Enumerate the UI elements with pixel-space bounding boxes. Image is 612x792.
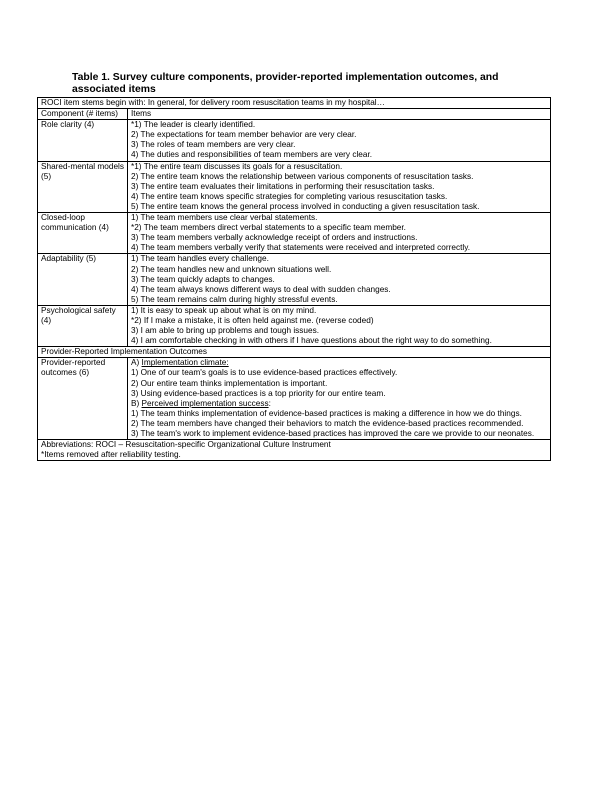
item: 3) The team quickly adapts to changes.	[131, 274, 275, 284]
item: 5) The team remains calm during highly stressful events.	[131, 294, 338, 304]
item: 1) The team thinks implementation of evidence-based practices is making a difference in how we do things.	[131, 408, 522, 418]
abbreviations-note: Abbreviations: ROCI – Resuscitation-specific Organizational Culture Instrument	[41, 440, 331, 450]
item: 1) The team members use clear verbal statements.	[131, 213, 318, 223]
item: 5) The entire team knows the general process involved in conducting a given resuscitation task.	[131, 201, 480, 211]
item: *2) If I make a mistake, it is often held against me. (reverse coded)	[131, 315, 374, 325]
item: 2) The team members have changed their behaviors to match the evidence-based practices recommended.	[131, 418, 524, 428]
item: 2) The team handles new and unknown situations well.	[131, 264, 332, 274]
item: 1) One of our team's goals is to use evidence-based practices effectively.	[131, 368, 398, 378]
subheading-perceived-success: B) Perceived implementation success:	[131, 398, 271, 408]
component-name: Psychological safety (4)	[38, 305, 128, 346]
table-row-provider-outcomes	[38, 358, 551, 440]
item: 4) The team members verbally verify that statements were received and interpreted correctly.	[131, 243, 471, 253]
item: *2) The team members direct verbal statements to a specific team member.	[131, 223, 406, 233]
item: 4) The entire team knows specific strategies for completing various resuscitation tasks.	[131, 191, 448, 201]
item: 2) The expectations for team member behavior are very clear.	[131, 130, 357, 140]
item: 3) The team's work to implement evidence-based practices has improved the care we provide to our neonates.	[131, 429, 535, 438]
item: 2) The entire team knows the relationship between various components of resuscitation tasks.	[131, 171, 474, 181]
item: 3) I am able to bring up problems and tough issues.	[131, 326, 320, 336]
outcomes-section-row	[38, 347, 551, 358]
reliability-note: *Items removed after reliability testing.	[41, 450, 181, 460]
item-list	[128, 213, 551, 254]
footer-row	[38, 440, 551, 461]
table-row-shared-mental-models	[38, 161, 551, 212]
roci-note: ROCI item stems begin with: In general, for delivery room resuscitation teams in my hospital…	[38, 98, 551, 109]
item-list	[128, 305, 551, 346]
component-name: Provider-reported outcomes (6)	[38, 358, 128, 440]
item: 4) The duties and responsibilities of team members are very clear.	[131, 150, 373, 160]
table-row-adaptability	[38, 254, 551, 305]
roci-note-row	[38, 98, 551, 109]
item: 3) Using evidence-based practices is a top priority for our entire team.	[131, 388, 386, 398]
item: 3) The entire team evaluates their limitations in performing their resuscitation tasks.	[131, 181, 435, 191]
item: 3) The roles of team members are very clear.	[131, 140, 296, 150]
header-items: Items	[128, 109, 551, 120]
table-row-role-clarity	[38, 120, 551, 161]
item-list	[128, 120, 551, 161]
subheading-implementation-climate: A) Implementation climate:	[131, 358, 229, 368]
item: 1) It is easy to speak up about what is on my mind.	[131, 305, 317, 315]
item: 4) The team always knows different ways to deal with sudden changes.	[131, 284, 391, 294]
item-list	[128, 358, 551, 440]
component-name: Adaptability (5)	[38, 254, 128, 305]
component-name: Role clarity (4)	[38, 120, 128, 161]
component-name: Closed-loop communication (4)	[38, 213, 128, 254]
item: 4) I am comfortable checking in with others if I have questions about the right way to do something.	[131, 336, 492, 346]
item: 1) The team handles every challenge.	[131, 254, 269, 264]
header-row	[38, 109, 551, 120]
survey-table	[37, 97, 551, 461]
item-list	[128, 161, 551, 212]
header-component: Component (# items)	[38, 109, 128, 120]
table-row-psychological-safety	[38, 305, 551, 346]
item: 2) Our entire team thinks implementation is important.	[131, 378, 328, 388]
footer-notes	[38, 440, 551, 461]
item-list	[128, 254, 551, 305]
component-name: Shared-mental models (5)	[38, 161, 128, 212]
item: *1) The entire team discusses its goals for a resuscitation.	[131, 161, 343, 171]
item: 3) The team members verbally acknowledge receipt of orders and instructions.	[131, 233, 418, 243]
item: *1) The leader is clearly identified.	[131, 120, 256, 130]
table-row-closed-loop-communication	[38, 213, 551, 254]
outcomes-section-heading: Provider-Reported Implementation Outcomes	[38, 347, 551, 358]
table-caption: Table 1. Survey culture components, provider-reported implementation outcomes, and associated items	[72, 72, 499, 95]
